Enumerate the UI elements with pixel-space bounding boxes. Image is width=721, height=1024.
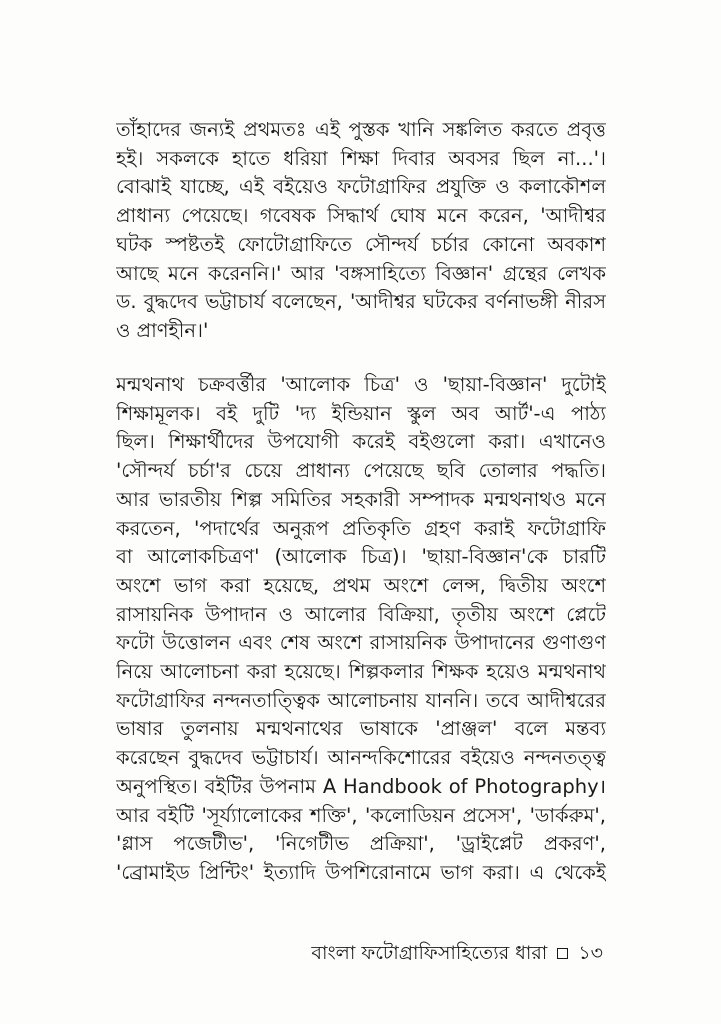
text-line: অনুপস্থিত। বইটির উপনাম A Handbook of Photography।: [116, 774, 606, 798]
running-title: বাংলা ফটোগ্রাফিসাহিত্যের ধারা: [311, 942, 548, 964]
text-line: আর বইটি 'সূর্য্যালোকের শক্তি', 'কলোডিয়ন প্রসেস', 'ডার্করুম',: [116, 803, 606, 827]
text-line: করেছেন বুদ্ধদেব ভট্টাচার্য। আনন্দকিশোরের বইয়েও নন্দনতত্ত্ব: [116, 746, 606, 770]
text-line: শিক্ষামূলক। বই দুটি 'দ্য ইন্ডিয়ান স্কুল অব আর্ট'-এ পাঠ্য: [116, 401, 606, 425]
text-line: আছে মনে করেননি।' আর 'বঙ্গসাহিত্যে বিজ্ঞান' গ্রন্থের লেখক: [116, 261, 606, 285]
text-line: ড. বুদ্ধদেব ভট্টাচার্য বলেছেন, 'আদীশ্বর ঘটকের বর্ণনাভঙ্গী নীরস: [116, 290, 606, 314]
text-line: ও প্রাণহীন।': [116, 318, 209, 342]
text-line: প্রাধান্য পেয়েছে। গবেষক সিদ্ধার্থ ঘোষ মনে করেন, 'আদীশ্বর: [116, 204, 606, 228]
text-line: আর ভারতীয় শিল্প সমিতির সহকারী সম্পাদক মন্মথনাথও মনে: [116, 487, 606, 511]
text-line: রাসায়নিক উপাদান ও আলোর বিক্রিয়া, তৃতীয় অংশে প্লেটে: [116, 602, 606, 626]
page-footer: [311, 940, 603, 966]
text-line: অংশে ভাগ করা হয়েছে, প্রথম অংশে লেন্স, দ্বিতীয় অংশে: [116, 573, 606, 597]
text-line: তাঁহাদের জন্যই প্রথমতঃ এই পুস্তক খানি সঙ্কলিত করতে প্রবৃত্ত: [116, 118, 606, 141]
text-line: করতেন, 'পদার্থের অনুরূপ প্রতিকৃতি গ্রহণ করাই ফটোগ্রাফি: [116, 516, 606, 540]
text-line: ফটোগ্রাফির নন্দনতাত্ত্বিক আলোচনায় যাননি। তবে আদীশ্বরের: [116, 688, 606, 712]
text-line: 'ব্রোমাইড প্রিন্টিং' ইত্যাদি উপশিরোনামে ভাগ করা। এ থেকেই: [116, 860, 606, 884]
paragraph-2: [116, 371, 606, 888]
text-line: 'সৌন্দর্য চর্চা'র চেয়ে প্রাধান্য পেয়েছে ছবি তোলার পদ্ধতি।: [116, 459, 606, 483]
text-line: ছিল। শিক্ষার্থীদের উপযোগী করেই বইগুলো করা। এখানেও: [116, 430, 606, 454]
paragraph-1: [116, 116, 606, 346]
text-line: ফটো উত্তোলন এবং শেষ অংশে রাসায়নিক উপাদানের গুণাগুণ: [116, 631, 606, 655]
square-bullet-icon: [557, 948, 568, 959]
text-line: নিয়ে আলোচনা করা হয়েছে। শিল্পকলার শিক্ষক হয়েও মন্মথনাথ: [116, 660, 606, 684]
text-line: ভাষার তুলনায় মন্মথনাথের ভাষাকে 'প্রাঞ্জল' বলে মন্তব্য: [116, 717, 606, 741]
text-line: বোঝাই যাচ্ছে, এই বইয়েও ফটোগ্রাফির প্রযুক্তি ও কলাকৌশল: [116, 175, 606, 199]
page-number: ১৩: [578, 942, 603, 964]
text-line: 'গ্লাস পজেটীভ', 'নিগেটীভ প্রক্রিয়া', 'ড্রাইপ্লেট প্রকরণ',: [116, 832, 606, 856]
text-line: ঘটক স্পষ্টতই ফোটোগ্রাফিতে সৌন্দর্য চর্চার কোনো অবকাশ: [116, 232, 606, 256]
text-line: হই। সকলকে হাতে ধরিয়া শিক্ষা দিবার অবসর ছিল না...'।: [116, 146, 606, 170]
text-line: বা আলোকচিত্রণ' (আলোক চিত্র)। 'ছায়া-বিজ্ঞান'কে চারটি: [116, 545, 606, 569]
text-line: মন্মথনাথ চক্রবর্ত্তীর 'আলোক চিত্র' ও 'ছায়া-বিজ্ঞান' দুটোই: [116, 373, 606, 396]
